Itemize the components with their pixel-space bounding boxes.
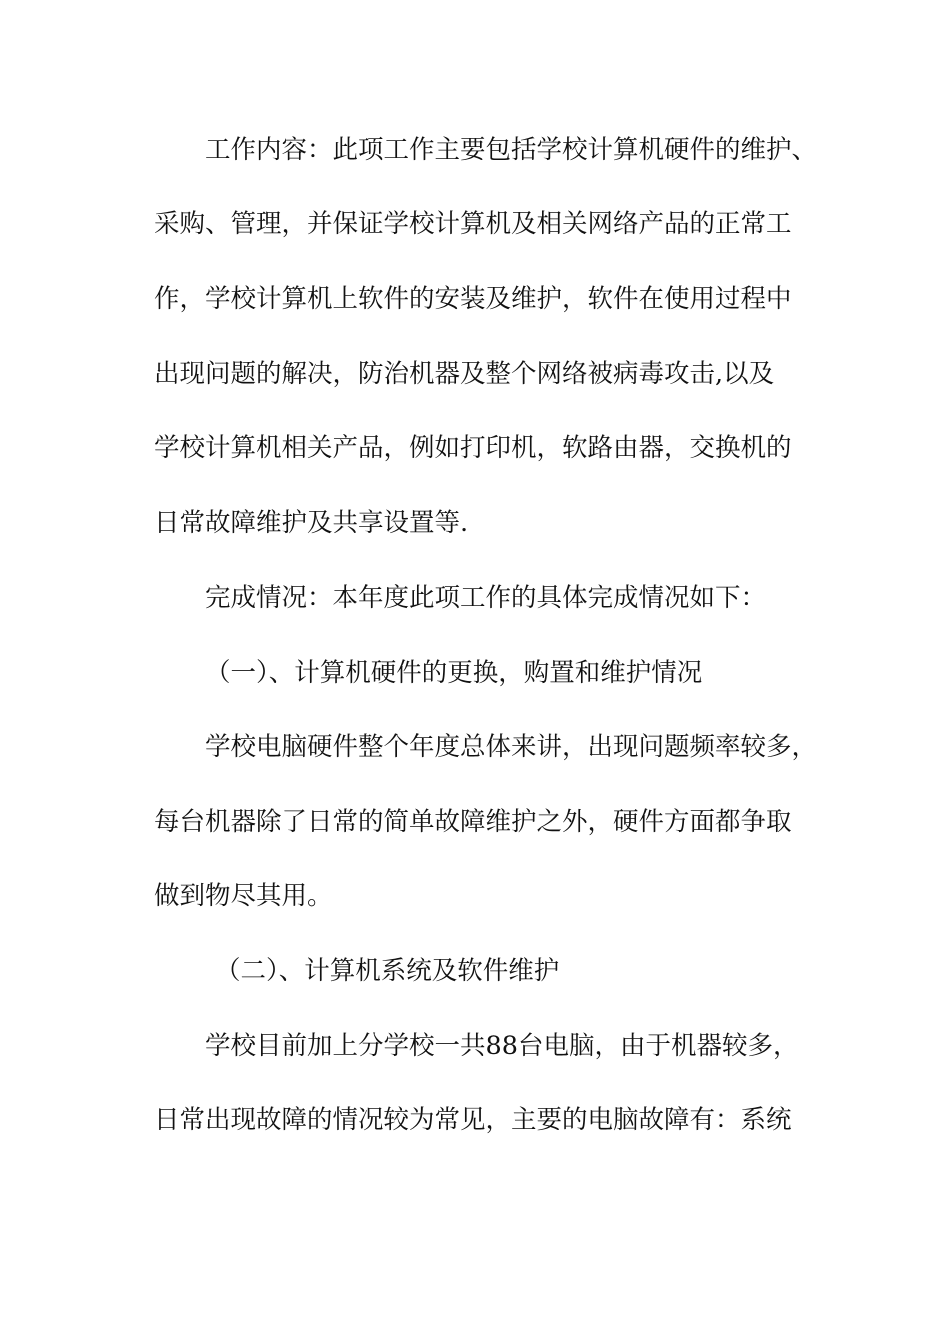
section-heading-software: （二）、计算机系统及软件维护 <box>215 956 560 986</box>
section-heading-hardware: （一）、计算机硬件的更换，购置和维护情况 <box>205 658 703 688</box>
paragraph-work-content-line-3: 作，学校计算机上软件的安装及维护，软件在使用过程中 <box>154 284 792 314</box>
paragraph-completion-intro: 完成情况：本年度此项工作的具体完成情况如下： <box>205 583 767 613</box>
paragraph-software-line-2: 日常出现故障的情况较为常见，主要的电脑故障有：系统 <box>154 1105 792 1135</box>
paragraph-hardware-line-2: 每台机器除了日常的简单故障维护之外，硬件方面都争取 <box>154 807 792 837</box>
paragraph-work-content-line-1: 工作内容：此项工作主要包括学校计算机硬件的维护、 <box>205 135 818 165</box>
paragraph-hardware-line-3: 做到物尽其用。 <box>154 881 333 911</box>
paragraph-hardware-line-1: 学校电脑硬件整个年度总体来讲，出现问题频率较多， <box>205 732 818 762</box>
paragraph-software-line-1: 学校目前加上分学校一共88台电脑，由于机器较多， <box>205 1031 799 1061</box>
paragraph-work-content-line-4: 出现问题的解决，防治机器及整个网络被病毒攻击,以及 <box>154 359 775 389</box>
paragraph-work-content-line-6: 日常故障维护及共享设置等. <box>154 508 469 538</box>
paragraph-work-content-line-2: 采购、管理，并保证学校计算机及相关网络产品的正常工 <box>154 209 792 239</box>
paragraph-work-content-line-5: 学校计算机相关产品，例如打印机，软路由器，交换机的 <box>154 433 792 463</box>
